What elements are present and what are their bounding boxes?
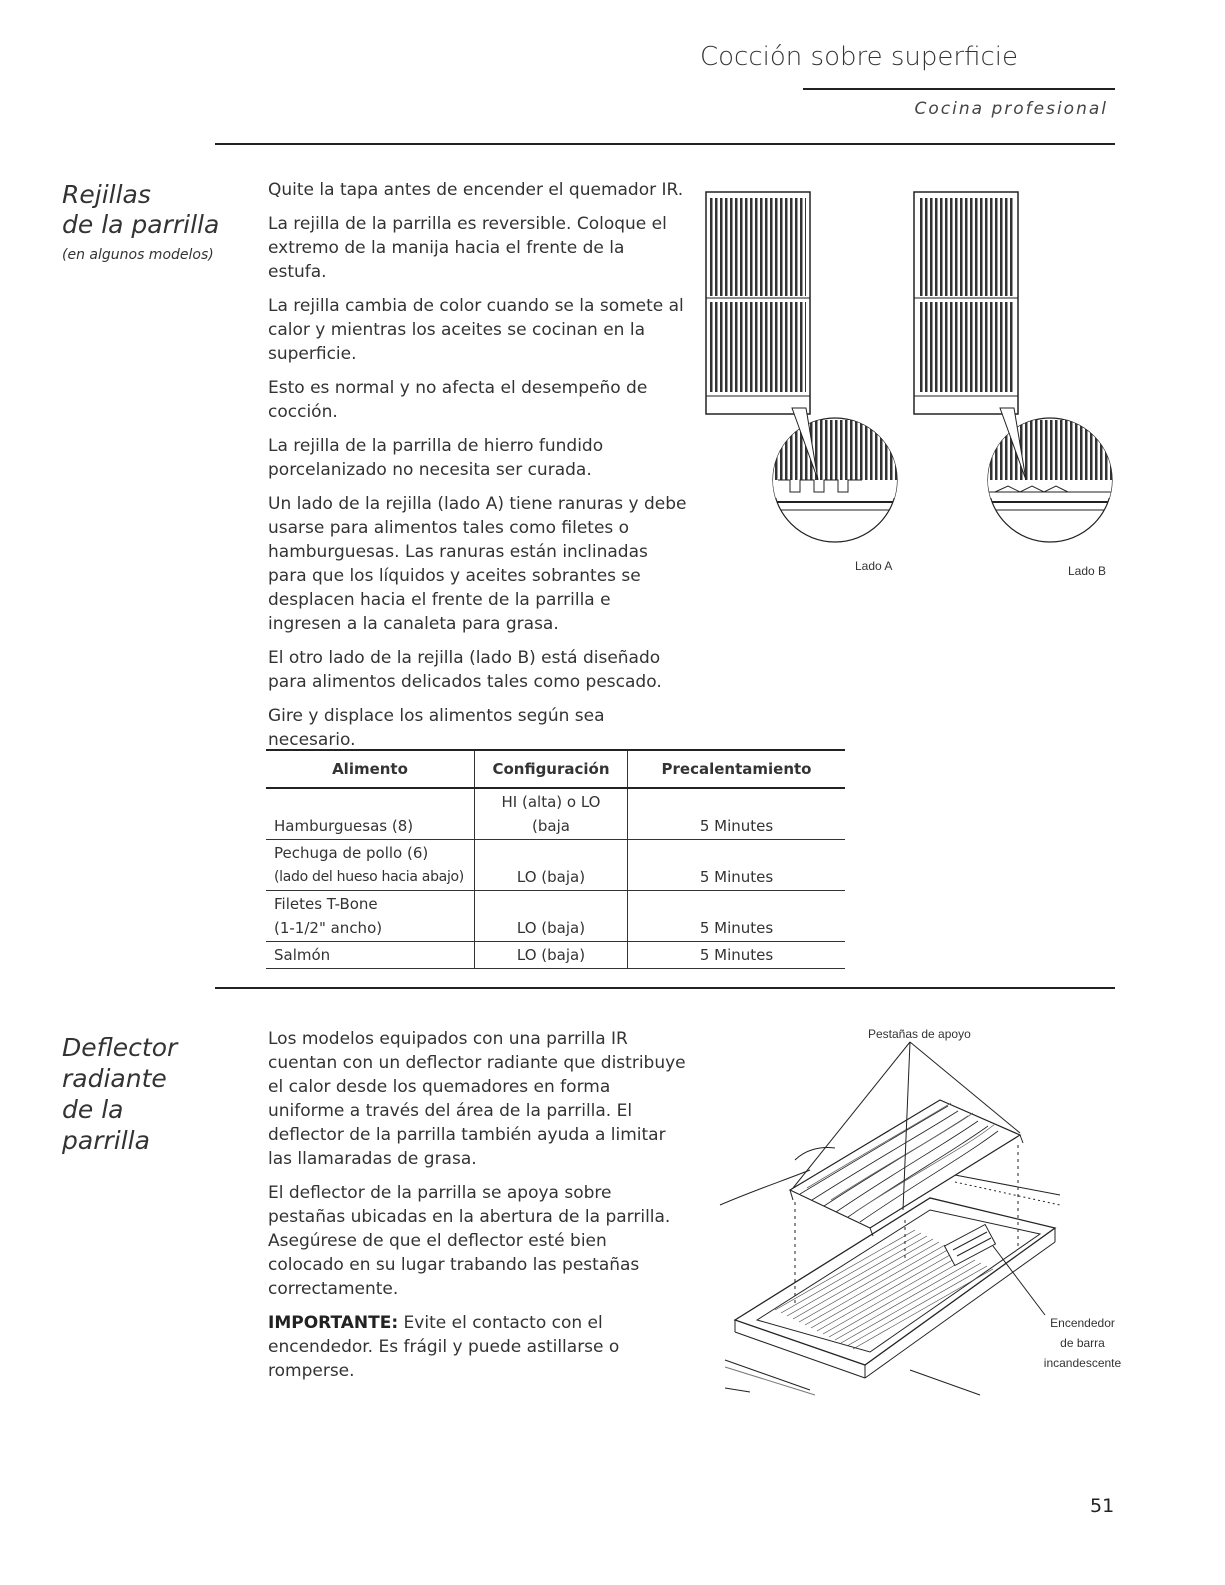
column-header: Alimento (266, 750, 475, 788)
table-cell-preheat: 5 Minutes (628, 788, 846, 840)
section-title-grill-grates (62, 180, 219, 240)
page-number: 51 (1090, 1495, 1115, 1517)
paragraph: La rejilla cambia de color cuando se la somete al calor y mientras los aceites se cocinan en la superficie. (268, 296, 684, 364)
grate-side-b-detail (985, 408, 1115, 542)
paragraph: Gire y displace los alimentos según sea necesario. (268, 706, 605, 750)
grill-settings-table (266, 749, 845, 969)
column-header: Configuración (475, 750, 628, 788)
table-cell-food: Hamburguesas (8) (266, 788, 475, 840)
table-cell-preheat: 5 Minutes (628, 840, 846, 891)
section-title-line: de la (62, 1095, 124, 1124)
paragraph: La rejilla de la parrilla es reversible. Coloque el extremo de la manija hacia el frente de la estufa. (268, 214, 667, 282)
paragraph: La rejilla de la parrilla de hierro fundido porcelanizado no necesita ser curada. (268, 436, 604, 480)
important-text: Evite el contacto con el encendedor. Es frágil y puede astillarse o romperse. (268, 1313, 620, 1381)
label-side-a: Lado A (855, 559, 893, 573)
section-divider (215, 143, 1115, 145)
paragraph: Un lado de la rejilla (lado A) tiene ranuras y debe usarse para alimentos tales como filetes o hamburguesas. Las ranuras están inclinadas para que los líquidos y aceites sobrantes se desplacen hacia el frente de la parrilla e ingresen a la canaleta para grasa. (268, 494, 687, 634)
table-row (266, 942, 845, 969)
paragraph: Esto es normal y no afecta el desempeño de cocción. (268, 378, 648, 422)
label-glow-bar-igniter: Encendedor de barra incandescente (1043, 1316, 1122, 1370)
table-cell-setting: HI (alta) o LO (baja (475, 788, 628, 840)
section2-body (268, 1027, 688, 1393)
table-row (266, 840, 845, 891)
label-support-tabs: Pestañas de apoyo (868, 1027, 971, 1041)
section-note: (en algunos modelos) (62, 247, 214, 263)
table-cell-setting: LO (baja) (475, 840, 628, 891)
section-title-radiant-deflector (62, 1032, 177, 1156)
glow-bar-igniter (945, 1224, 1045, 1315)
table-row (266, 788, 845, 840)
grate-side-b (914, 192, 1018, 414)
section-title-line: radiante (62, 1064, 167, 1093)
table-header-row (266, 750, 845, 788)
page-header-title: Cocción sobre superficie (700, 42, 1018, 72)
table-cell-setting: LO (baja) (475, 891, 628, 942)
table-cell-setting: LO (baja) (475, 942, 628, 969)
important-label: IMPORTANTE: (268, 1313, 399, 1333)
paragraph: Los modelos equipados con una parrilla IR cuentan con un deflector radiante que distribuye el calor desde los quemadores en forma uniforme a través del área de la parrilla. El deflector de la parrilla también ayuda a limitar las llamaradas de grasa. (268, 1029, 686, 1169)
grill-grates-figure (690, 180, 1130, 580)
paragraph: El deflector de la parrilla se apoya sobre pestañas ubicadas en la abertura de la parrilla. Asegúrese de que el deflector esté bien colocado en su lugar trabando las pestañas correctamente. (268, 1183, 671, 1299)
page-header-subtitle: Cocina profesional (914, 99, 1108, 119)
column-header: Precalentamiento (628, 750, 846, 788)
section-title-line: de la parrilla (62, 210, 220, 239)
table-row (266, 891, 845, 942)
paragraph: El otro lado de la rejilla (lado B) está diseñado para alimentos delicados tales como pescado. (268, 648, 662, 692)
header-rule (803, 88, 1115, 90)
section-divider (215, 987, 1115, 989)
table-cell-food: Filetes T-Bone (1-1/2" ancho) (266, 891, 475, 942)
paragraph-important (268, 1311, 688, 1383)
table-cell-preheat: 5 Minutes (628, 891, 846, 942)
paragraph: Quite la tapa antes de encender el quemador IR. (268, 180, 684, 200)
section-title-line: Deflector (62, 1033, 178, 1062)
table-cell-food: Salmón (266, 942, 475, 969)
table-cell-food: Pechuga de pollo (6) (lado del hueso hacia abajo) (266, 840, 475, 891)
section1-body (268, 178, 688, 762)
grate-side-a-detail (770, 408, 900, 542)
label-side-b: Lado B (1068, 564, 1107, 578)
table-cell-preheat: 5 Minutes (628, 942, 846, 969)
section-title-line: Rejillas (62, 180, 151, 209)
grate-side-a (706, 192, 810, 414)
section-title-line: parrilla (62, 1126, 150, 1155)
